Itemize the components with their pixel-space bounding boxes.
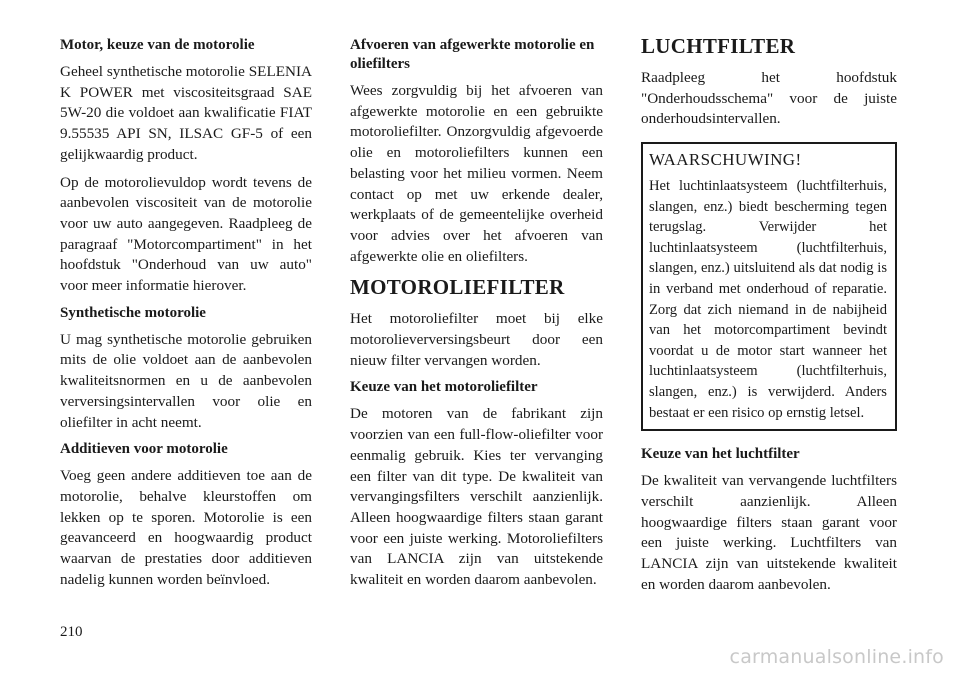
heading-oil-disposal: Afvoeren van afgewerkte motorolie en oliefilters <box>350 37 595 72</box>
section-title-oil-filter: MOTOROLIEFILTER <box>350 275 565 300</box>
paragraph-air-filter: Raadpleeg het hoofdstuk "Onderhoudsschema" voor de juiste onderhoudsintervallen. <box>641 69 897 128</box>
column-1 <box>60 36 312 597</box>
paragraph-engine-oil-spec: Geheel synthetische motorolie SELENIA K POWER met viscositeitsgraad SAE 5W-20 die voldoet aan kwalificatie FIAT 9.55535 API SN, ILSAC GF-5 of een gelijkwaardig product. <box>60 63 312 163</box>
paragraph-air-filter-choice: De kwaliteit van vervangende luchtfilters verschilt aanzienlijk. Alleen hoogwaardige filters staan garant voor een juiste werking. Luchtfilters van LANCIA zijn van uitstekende kwaliteit en worden daarom aanbevolen. <box>641 472 897 593</box>
warning-text: Het luchtinlaatsysteem (luchtfilterhuis, slangen, enz.) biedt bescherming tegen terugslag. Verwijder het luchtinlaatsysteem (luchtfilterhuis, slangen, enz.) uitsluitend als dat nodig is in verband met onderhoud of reparatie. Zorg dat zich niemand in de nabijheid van het motorcompartiment bevindt voordat u de motor start wanneer het luchtinlaatsysteem (luchtfilterhuis, slangen, enz.) is verwijderd. Anders bestaat er een risico op ernstig letsel. <box>649 178 887 421</box>
paragraph-oil-additives: Voeg geen andere additieven toe aan de motorolie, behalve kleurstoffen om lekken op te sporen. Motorolie is een geavanceerd en hoogwaardig product waarvan de prestaties door additieven nadelig kunnen worden beïnvloed. <box>60 467 312 588</box>
heading-air-filter-choice: Keuze van het luchtfilter <box>641 446 800 463</box>
paragraph-oil-disposal: Wees zorgvuldig bij het afvoeren van afgewerkte motorolie en een gebruikte motoroliefilter. Onzorgvuldig afgevoerde olie en motoroliefilters kunnen een belasting voor het milieu vormen. Neem contact op met uw erkende dealer, werkplaats of de gemeentelijke overheid voor advies over het afvoeren van afgewerkte olie en oliefilters. <box>350 82 603 265</box>
heading-synthetic-oil: Synthetische motorolie <box>60 304 206 321</box>
watermark: carmanualsonline.info <box>729 646 944 668</box>
paragraph-synthetic-oil: U mag synthetische motorolie gebruiken mits de olie voldoet aan de aanbevolen kwaliteitsnormen en u de aanbevolen verversingsintervallen voor olie en oliefilter in acht neemt. <box>60 330 312 431</box>
heading-engine-oil-choice: Motor, keuze van de motorolie <box>60 37 255 53</box>
page-number: 210 <box>60 624 83 640</box>
warning-box <box>641 142 897 431</box>
paragraph-oil-filter: Het motoroliefilter moet bij elke motorolieverversingsbeurt door een nieuw filter vervangen worden. <box>350 310 603 369</box>
section-title-air-filter: LUCHTFILTER <box>641 34 796 58</box>
heading-oil-filter-choice: Keuze van het motoroliefilter <box>350 379 538 396</box>
column-2 <box>350 36 603 598</box>
column-3 <box>641 36 897 602</box>
heading-oil-additives: Additieven voor motorolie <box>60 441 228 458</box>
warning-title: WAARSCHUWING! <box>649 150 802 170</box>
paragraph-filler-cap: Op de motorolievuldop wordt tevens de aanbevolen viscositeit van de motorolie voor uw auto aangegeven. Raadpleeg de paragraaf "Motorcompartiment" in het hoofdstuk "Onderhoud van uw auto" voor meer informatie hierover. <box>60 173 312 295</box>
paragraph-oil-filter-choice: De motoren van de fabrikant zijn voorzien van een full-flow-oliefilter voor eenmalig gebruik. Kies ter vervanging een filter van dit type. De kwaliteit van vervangingsfilters verschilt aanzienlijk. Alleen hoogwaardige filters staan garant voor een juiste werking. Motoroliefilters van LANCIA zijn van uitstekende kwaliteit en worden daarom aanbevolen. <box>350 405 603 589</box>
